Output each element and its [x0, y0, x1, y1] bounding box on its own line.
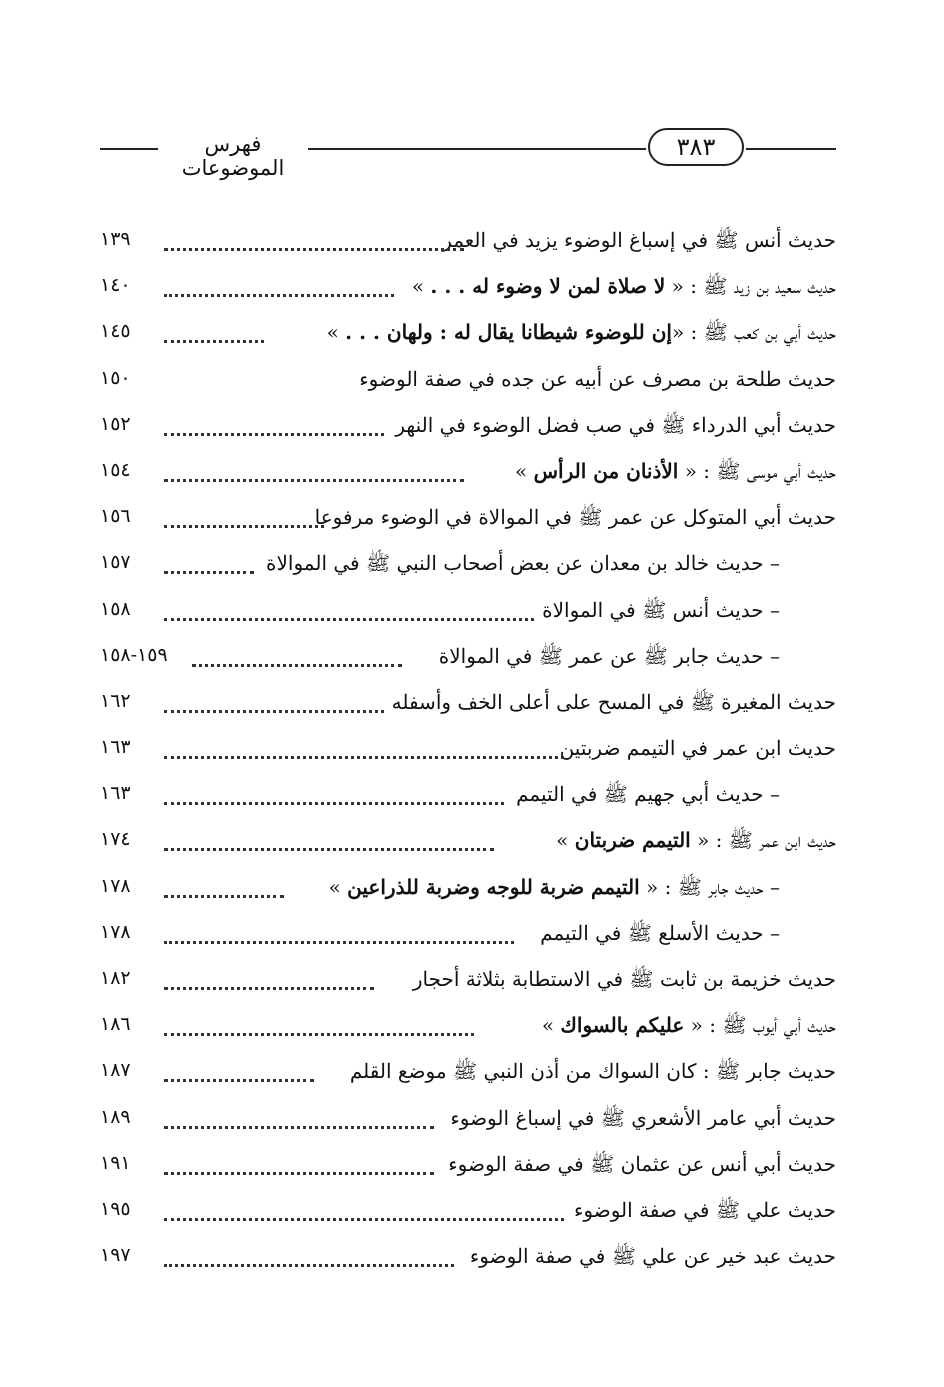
toc-entry — [100, 1192, 836, 1238]
entry-title: حديث عبد خير عن علي ﷺ في صفة الوضوء — [469, 1244, 836, 1269]
toc-entry — [100, 1007, 836, 1053]
dot-leader — [164, 340, 264, 343]
entry-title: – حديث الأسلع ﷺ في التيمم — [540, 920, 780, 945]
dot-leader — [164, 987, 374, 990]
entry-title: حديث خزيمة بن ثابت ﷺ في الاستطابة بثلاثة أحجار — [412, 967, 836, 991]
toc-entry — [100, 361, 836, 407]
entry-title: حديث أبي أنس عن عثمان ﷺ في صفة الوضوء — [448, 1151, 836, 1176]
toc-entry — [100, 1146, 836, 1192]
dot-leader — [164, 1033, 474, 1036]
toc-entry — [100, 915, 836, 961]
dot-leader — [164, 1172, 434, 1175]
entry-page-number: ١٥٩-١٥٨ — [100, 643, 168, 666]
entry-title: حديث طلحة بن مصرف عن أبيه عن جده في صفة الوضوء — [359, 366, 836, 391]
toc-entry — [100, 499, 836, 545]
entry-page-number: ١٥٧ — [100, 551, 131, 574]
entry-title: – حديث جابر ﷺ عن عمر ﷺ في الموالاة — [438, 643, 780, 668]
entry-title: حديث أبي الدرداء ﷺ في صب فضل الوضوء في النهر — [395, 412, 836, 437]
toc-entry — [100, 961, 836, 1007]
entry-title: حديث أبي أيوب ﷺ : « عليكم بالسواك » — [541, 1013, 836, 1038]
entry-page-number: ١٥٠ — [100, 366, 131, 389]
entry-page-number: ١٨٦ — [100, 1013, 131, 1036]
entry-page-number: ١٦٣ — [100, 782, 131, 805]
dot-leader — [164, 710, 384, 713]
toc-entry — [100, 407, 836, 453]
running-header — [100, 128, 836, 180]
toc-entry — [100, 1053, 836, 1099]
entry-title: – حديث جابر ﷺ : « التيمم ضربة للوجه وضربة للذراعين » — [328, 874, 780, 899]
dot-leader — [192, 664, 402, 667]
entry-page-number: ١٩٥ — [100, 1197, 131, 1220]
entry-page-number: ١٧٤ — [100, 828, 131, 851]
entry-page-number: ١٦٢ — [100, 689, 131, 712]
toc-entry — [100, 684, 836, 730]
toc-entry — [100, 314, 836, 360]
dot-leader — [164, 895, 284, 898]
dot-leader — [164, 248, 464, 251]
dot-leader — [164, 1218, 564, 1221]
entry-page-number: ١٤٥ — [100, 320, 131, 343]
entry-page-number: ١٥٦ — [100, 505, 131, 528]
entry-page-number: ١٧٨ — [100, 874, 131, 897]
toc-entry — [100, 592, 836, 638]
dot-leader — [164, 571, 254, 574]
toc-entry — [100, 222, 836, 268]
dot-leader — [164, 802, 504, 805]
entry-page-number: ١٦٣ — [100, 736, 131, 759]
toc-entry — [100, 1100, 836, 1146]
dot-leader — [164, 294, 394, 297]
entry-page-number: ١٩١ — [100, 1151, 131, 1174]
dot-leader — [164, 433, 384, 436]
entry-page-number: ١٣٩ — [100, 228, 131, 250]
page-number: ٣٨٣ — [648, 128, 744, 166]
entry-page-number: ١٤٠ — [100, 274, 131, 297]
dot-leader — [164, 1126, 434, 1129]
entry-title: – حديث أنس ﷺ في الموالاة — [542, 597, 780, 622]
entry-page-number: ١٥٢ — [100, 412, 131, 435]
entry-page-number: ١٨٢ — [100, 967, 131, 989]
dot-leader — [164, 525, 324, 528]
toc-entry — [100, 453, 836, 499]
toc-entry — [100, 545, 836, 591]
entry-title: حديث أبي موسى ﷺ : « الأذنان من الرأس » — [515, 458, 836, 483]
entry-title: حديث المغيرة ﷺ في المسح على أعلى الخف وأسفله — [391, 689, 836, 714]
dot-leader — [164, 848, 494, 851]
dot-leader — [164, 941, 514, 944]
entry-page-number: ١٥٤ — [100, 458, 131, 481]
toc-entry — [100, 268, 836, 314]
dot-leader — [164, 618, 534, 621]
entry-title: حديث سعيد بن زيد ﷺ : « لا صلاة لمن لا وضوء له . . . » — [411, 274, 836, 299]
toc-entry — [100, 822, 836, 868]
header-rule-middle — [308, 148, 646, 150]
entry-title: حديث أنس ﷺ في إسباغ الوضوء يزيد في العمر — [442, 228, 836, 252]
header-rule-left — [100, 148, 158, 150]
entry-title: حديث علي ﷺ في صفة الوضوء — [574, 1197, 836, 1222]
entry-title: – حديث أبي جهيم ﷺ في التيمم — [516, 782, 780, 807]
dot-leader — [164, 756, 564, 759]
header-rule-right — [746, 148, 836, 150]
entry-title: حديث ابن عمر في التيمم ضربتين — [559, 736, 836, 761]
entry-page-number: ١٨٩ — [100, 1105, 131, 1128]
dot-leader — [164, 479, 464, 482]
header-title: فهرس الموضوعات — [181, 132, 285, 180]
entry-page-number: ١٥٨ — [100, 597, 131, 620]
entry-page-number: ١٩٧ — [100, 1244, 131, 1267]
table-of-contents — [100, 222, 836, 1284]
toc-entry — [100, 730, 836, 776]
entry-page-number: ١٨٧ — [100, 1059, 131, 1082]
toc-entry — [100, 638, 836, 684]
toc-entry — [100, 776, 836, 822]
entry-title: حديث ابن عمر ﷺ : « التيمم ضربتان » — [556, 828, 836, 853]
toc-entry — [100, 869, 836, 915]
entry-title: – حديث خالد بن معدان عن بعض أصحاب النبي ﷺ في الموالاة — [266, 551, 780, 576]
entry-page-number: ١٧٨ — [100, 920, 131, 943]
entry-title: حديث أبي بن كعب ﷺ : «إن للوضوء شيطانا يقال له : ولهان . . . » — [326, 320, 836, 345]
entry-title: حديث أبي عامر الأشعري ﷺ في إسباغ الوضوء — [450, 1105, 836, 1130]
dot-leader — [164, 1264, 454, 1267]
toc-entry — [100, 1238, 836, 1284]
entry-title: حديث جابر ﷺ : كان السواك من أذن النبي ﷺ موضع القلم — [349, 1059, 836, 1084]
dot-leader — [164, 1079, 314, 1082]
entry-title: حديث أبي المتوكل عن عمر ﷺ في الموالاة في الوضوء مرفوعا — [314, 505, 836, 530]
